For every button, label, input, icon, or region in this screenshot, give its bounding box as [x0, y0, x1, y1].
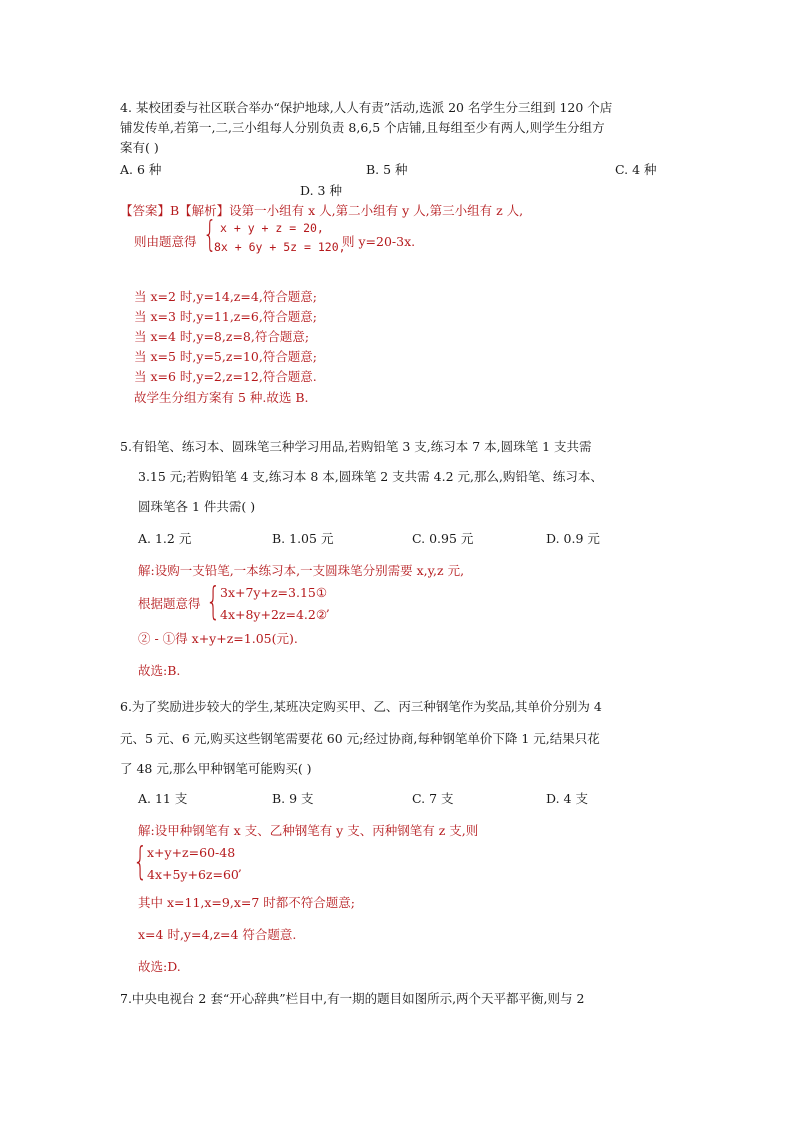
q4-conclusion: 故学生分组方案有 5 种.故选 B.: [134, 390, 309, 405]
q4-answer-line-1: 【答案】B【解析】设第一小组有 x 人,第二小组有 y 人,第三小组有 z 人,: [120, 203, 524, 218]
q4-option-c: C. 4 种: [615, 162, 657, 177]
q4-equation-1: x + y + z = 20,: [220, 221, 324, 235]
q6-solution-line-4: 故选:D.: [138, 959, 181, 974]
q5-equation-2: 4x+8y+2z=4.2②: [220, 607, 328, 622]
q4-equation-2: 8x + 6y + 5z = 120,: [214, 240, 346, 254]
q6-stem-line-3: 了 48 元,那么甲种钢笔可能购买( ): [120, 761, 312, 776]
q6-solution-line-3: x=4 时,y=4,z=4 符合题意.: [138, 927, 297, 942]
q4-case-5: 当 x=6 时,y=2,z=12,符合题意.: [134, 369, 317, 384]
q5-stem-line-3: 圆珠笔各 1 件共需( ): [138, 499, 256, 514]
q4-case-4: 当 x=5 时,y=5,z=10,符合题意;: [134, 349, 318, 364]
q4-stem-line-2: 铺发传单,若第一,二,三小组每人分别负责 8,6,5 个店铺,且每组至少有两人,则学生分组方: [120, 120, 605, 135]
q5-option-a: A. 1.2 元: [138, 531, 192, 546]
q6-solution-line-1: 解:设甲种钢笔有 x 支、乙种钢笔有 y 支、丙种钢笔有 z 支,则: [138, 823, 479, 838]
q5-solution-line-1: 解:设购一支铅笔,一本练习本,一支圆珠笔分别需要 x,y,z 元,: [138, 563, 465, 578]
q5-stem-line-1: 5.有铅笔、练习本、圆珠笔三种学习用品,若购铅笔 3 支,练习本 7 本,圆珠笔 1 支共需: [120, 439, 592, 454]
q4-case-1: 当 x=2 时,y=14,z=4,符合题意;: [134, 289, 318, 304]
q7-stem-line-1: 7.中央电视台 2 套“开心辞典”栏目中,有一期的题目如图所示,两个天平都平衡,则与 2: [120, 991, 585, 1006]
q6-option-a: A. 11 支: [138, 791, 188, 806]
q6-system-brace: {: [133, 839, 148, 883]
q4-option-b: B. 5 种: [366, 162, 408, 177]
q6-equation-comma: ,: [238, 859, 242, 874]
q4-system-brace: {: [203, 214, 217, 255]
q6-option-c: C. 7 支: [412, 791, 454, 806]
q4-case-3: 当 x=4 时,y=8,z=8,符合题意;: [134, 329, 310, 344]
q6-option-d: D. 4 支: [546, 791, 588, 806]
q4-stem-line-3: 案有( ): [120, 140, 159, 155]
q5-stem-line-2: 3.15 元;若购铅笔 4 支,练习本 8 本,圆珠笔 2 支共需 4.2 元,那么,购铅笔、练习本、: [138, 469, 603, 484]
q5-option-c: C. 0.95 元: [412, 531, 474, 546]
q5-solution-line-4: 故选:B.: [138, 663, 181, 678]
q4-answer-prefix: 则由题意得: [134, 234, 197, 249]
q4-stem-line-1: 4. 某校团委与社区联合举办“保护地球,人人有责”活动,选派 20 名学生分三组到 120 个店: [120, 100, 613, 115]
q6-stem-line-1: 6.为了奖励进步较大的学生,某班决定购买甲、乙、丙三种钢笔作为奖品,其单价分别为 4: [120, 699, 602, 714]
q5-option-b: B. 1.05 元: [272, 531, 334, 546]
q4-option-a: A. 6 种: [120, 162, 162, 177]
q4-option-d: D. 3 种: [300, 183, 342, 198]
q6-stem-line-2: 元、5 元、6 元,购买这些钢笔需要花 60 元;经过协商,每种钢笔单价下降 1 元,结果只花: [120, 731, 600, 746]
q6-equation-1: x+y+z=60-48: [147, 845, 236, 860]
q6-equation-2: 4x+5y+6z=60: [147, 867, 239, 882]
q4-answer-suffix: 则 y=20-3x.: [342, 234, 416, 249]
q6-solution-line-2: 其中 x=11,x=9,x=7 时都不符合题意;: [138, 895, 355, 910]
q5-equation-comma: ,: [326, 599, 330, 614]
q5-solution-line-3: ② - ①得 x+y+z=1.05(元).: [138, 631, 298, 646]
q5-option-d: D. 0.9 元: [546, 531, 600, 546]
q5-system-brace: {: [206, 579, 221, 623]
q4-case-2: 当 x=3 时,y=11,z=6,符合题意;: [134, 309, 318, 324]
q6-option-b: B. 9 支: [272, 791, 314, 806]
q5-equation-1: 3x+7y+z=3.15①: [220, 585, 328, 600]
q5-solution-prefix: 根据题意得: [138, 596, 201, 611]
